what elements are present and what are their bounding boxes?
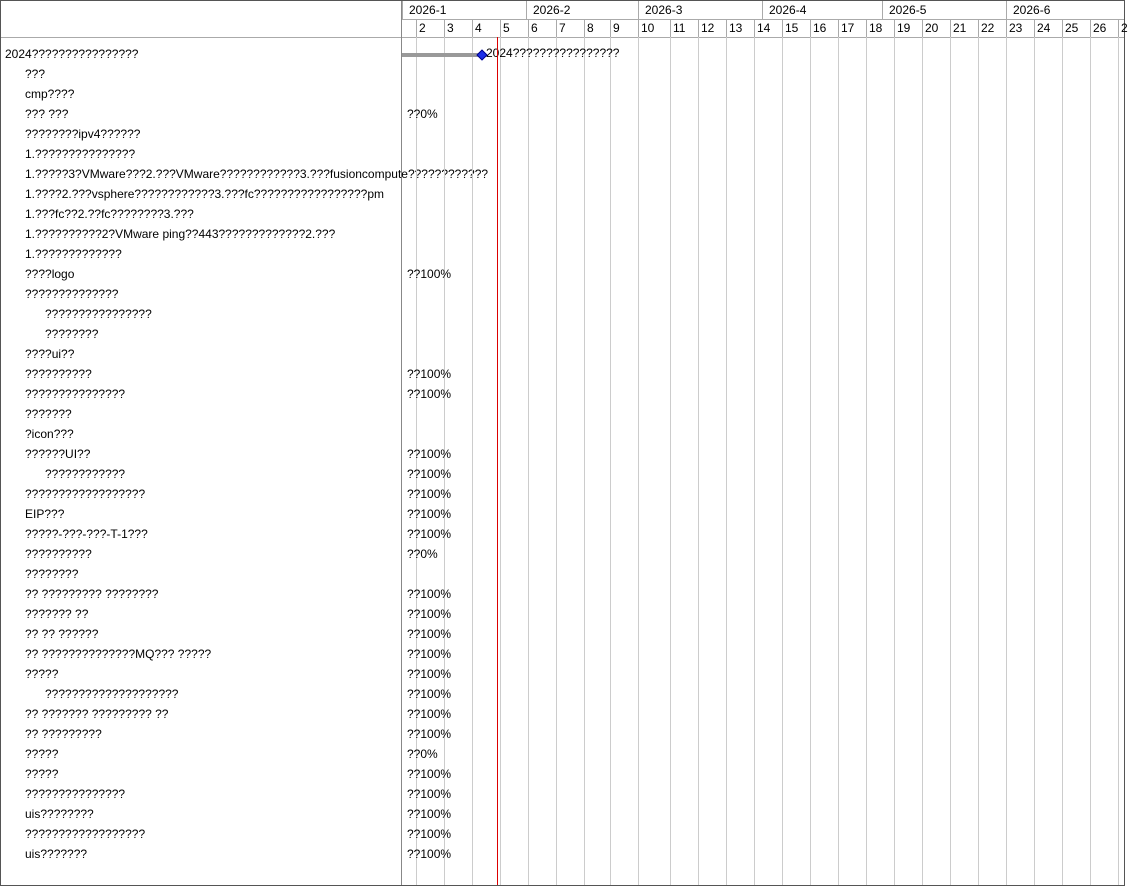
task-name: ?? ????????? ???????? (25, 587, 159, 601)
week-label: 15 (782, 19, 810, 37)
task-name: ??? (25, 67, 46, 81)
task-row[interactable] (1, 404, 401, 424)
task-row[interactable] (1, 244, 401, 264)
task-progress-label: ??100% (407, 727, 452, 741)
task-row[interactable] (1, 744, 401, 764)
week-grid-line (922, 37, 923, 885)
task-progress-label: ??100% (407, 487, 452, 501)
task-progress-label: ??0% (407, 747, 438, 761)
month-label: 2026-5 (882, 1, 1006, 19)
task-row[interactable] (1, 524, 401, 544)
task-row[interactable] (1, 644, 401, 664)
task-progress-label: ??100% (407, 667, 452, 681)
week-label: 11 (670, 19, 698, 37)
task-name: 1.?????3?VMware???2.???VMware????????????3.???fusioncompute???????????? (25, 167, 489, 181)
task-name: ?????????? (25, 367, 92, 381)
task-progress-label: ??100% (407, 267, 452, 281)
task-row[interactable] (1, 844, 401, 864)
task-name: uis???????? (25, 807, 94, 821)
task-row[interactable] (1, 604, 401, 624)
task-name: ???????????? (45, 467, 126, 481)
week-label: 2 (1118, 19, 1142, 37)
week-grid-line (670, 37, 671, 885)
task-name: ?? ??????? ????????? ?? (25, 707, 169, 721)
week-label: 23 (1006, 19, 1034, 37)
task-name: ?????????????????? (25, 827, 146, 841)
task-row[interactable] (1, 164, 489, 184)
task-row[interactable] (1, 104, 401, 124)
week-label: 4 (472, 19, 500, 37)
week-label: 9 (610, 19, 638, 37)
task-row[interactable] (1, 624, 401, 644)
task-name: ?????????????? (25, 287, 119, 301)
task-row[interactable] (1, 124, 401, 144)
task-progress-label: ??100% (407, 787, 452, 801)
task-row[interactable] (1, 824, 401, 844)
week-grid-line (1034, 37, 1035, 885)
task-row[interactable] (1, 484, 401, 504)
task-name: uis??????? (25, 847, 88, 861)
month-label: 2026-4 (762, 1, 882, 19)
week-grid-line (1090, 37, 1091, 885)
task-name: ?? ????????? (25, 727, 102, 741)
task-row[interactable] (1, 184, 401, 204)
task-row[interactable] (1, 84, 401, 104)
task-progress-label: ??100% (407, 527, 452, 541)
today-marker-line (497, 37, 498, 885)
task-row[interactable] (1, 364, 401, 384)
task-row[interactable] (1, 544, 401, 564)
task-row[interactable] (1, 44, 401, 64)
week-label: 10 (638, 19, 670, 37)
task-progress-label: ??100% (407, 447, 452, 461)
task-row[interactable] (1, 564, 401, 584)
task-row[interactable] (1, 724, 401, 744)
task-progress-label: ??100% (407, 707, 452, 721)
month-label: 2026-1 (402, 1, 526, 19)
week-label: 12 (698, 19, 726, 37)
week-grid-line (610, 37, 611, 885)
week-label: 24 (1034, 19, 1062, 37)
task-row[interactable] (1, 504, 401, 524)
task-row[interactable] (1, 684, 401, 704)
task-row[interactable] (1, 264, 401, 284)
week-label: 16 (810, 19, 838, 37)
week-label: 21 (950, 19, 978, 37)
task-name: ????? (25, 667, 59, 681)
week-grid-line (726, 37, 727, 885)
task-progress-label: ??100% (407, 627, 452, 641)
task-name: ?? ??????????????MQ??? ????? (25, 647, 212, 661)
task-name: ????? (25, 767, 59, 781)
task-name: ??????? (25, 407, 72, 421)
task-name: ????? (25, 747, 59, 761)
week-grid-line (1006, 37, 1007, 885)
task-name: ?????????? (25, 547, 92, 561)
task-row[interactable] (1, 764, 401, 784)
week-grid-line (638, 37, 639, 885)
task-list-header (1, 1, 401, 38)
task-progress-label: ??0% (407, 107, 438, 121)
week-grid-line (838, 37, 839, 885)
task-row[interactable] (1, 424, 401, 444)
week-label: 18 (866, 19, 894, 37)
task-row[interactable] (1, 344, 401, 364)
week-label: 2 (416, 19, 444, 37)
task-row[interactable] (1, 444, 401, 464)
task-row[interactable] (1, 64, 401, 84)
week-grid-line (754, 37, 755, 885)
task-name: 1.????2.???vsphere????????????3.???fc?????????????????pm (25, 187, 384, 201)
task-row[interactable] (1, 204, 401, 224)
task-name: ????????ipv4?????? (25, 127, 141, 141)
task-name: 1.???fc??2.??fc????????3.??? (25, 207, 194, 221)
week-grid-line (978, 37, 979, 885)
task-row[interactable] (1, 224, 401, 244)
task-row[interactable] (1, 664, 401, 684)
task-progress-label: ??100% (407, 507, 452, 521)
week-grid-line (472, 37, 473, 885)
task-name: ?????????????????? (25, 487, 146, 501)
week-label: 14 (754, 19, 782, 37)
task-progress-label: ??100% (407, 607, 452, 621)
task-name: 2024???????????????? (5, 47, 139, 61)
task-progress-label: ??100% (407, 587, 452, 601)
task-progress-label: ??100% (407, 767, 452, 781)
task-row[interactable] (1, 784, 401, 804)
week-grid-line (810, 37, 811, 885)
task-progress-label: ??100% (407, 847, 452, 861)
task-name: ??????UI?? (25, 447, 91, 461)
week-grid-line (782, 37, 783, 885)
week-grid-line (584, 37, 585, 885)
week-label: 22 (978, 19, 1006, 37)
task-progress-label: ??100% (407, 687, 452, 701)
week-label: 13 (726, 19, 754, 37)
task-name: ?????-???-???-T-1??? (25, 527, 148, 541)
task-name: ????logo (25, 267, 75, 281)
task-name: ??? ??? (25, 107, 69, 121)
month-label: 2026-2 (526, 1, 638, 19)
week-label: 8 (584, 19, 610, 37)
month-label: 2026-3 (638, 1, 762, 19)
week-grid-line (698, 37, 699, 885)
task-row[interactable] (1, 804, 401, 824)
week-grid-line (950, 37, 951, 885)
task-row[interactable] (1, 464, 401, 484)
week-label: 25 (1062, 19, 1090, 37)
task-progress-label: ??100% (407, 387, 452, 401)
timeline-area (402, 1, 1128, 885)
task-name: 1.??????????2?VMware ping??443?????????????2.??? (25, 227, 336, 241)
week-grid-line (528, 37, 529, 885)
task-name: ???????? (45, 327, 99, 341)
task-row[interactable] (1, 704, 401, 724)
task-name: 1.??????????????? (25, 147, 136, 161)
task-row[interactable] (1, 284, 401, 304)
task-name: ?icon??? (25, 427, 74, 441)
task-name: ??????? ?? (25, 607, 89, 621)
task-row[interactable] (1, 144, 401, 164)
task-row[interactable] (1, 304, 401, 324)
week-grid-line (866, 37, 867, 885)
task-progress-label: ??100% (407, 827, 452, 841)
week-label: 5 (500, 19, 528, 37)
week-grid-line (556, 37, 557, 885)
week-header-row (402, 19, 1128, 38)
week-label: 7 (556, 19, 584, 37)
week-label: 3 (444, 19, 472, 37)
task-name: cmp???? (25, 87, 75, 101)
week-label: 26 (1090, 19, 1118, 37)
task-progress-label: ??100% (407, 467, 452, 481)
task-name: ???????????????????? (45, 687, 179, 701)
task-name: ???????? (25, 567, 79, 581)
task-row[interactable] (1, 384, 401, 404)
week-label: 17 (838, 19, 866, 37)
task-name: ????ui?? (25, 347, 75, 361)
milestone-label: 2024???????????????? (486, 46, 620, 60)
week-label: 20 (922, 19, 950, 37)
month-header-row (402, 1, 1124, 20)
task-name: EIP??? (25, 507, 65, 521)
summary-task-bar[interactable] (402, 53, 480, 57)
month-label: 2026-6 (1006, 1, 1142, 19)
task-progress-label: ??100% (407, 367, 452, 381)
task-row[interactable] (1, 584, 401, 604)
week-grid-line (500, 37, 501, 885)
week-label: 19 (894, 19, 922, 37)
week-grid-line (1062, 37, 1063, 885)
task-progress-label: ??100% (407, 807, 452, 821)
task-progress-label: ??100% (407, 647, 452, 661)
task-row[interactable] (1, 324, 401, 344)
task-name: ???????????????? (45, 307, 152, 321)
task-name: ??????????????? (25, 787, 126, 801)
week-grid-line (1118, 37, 1119, 885)
task-name: 1.????????????? (25, 247, 122, 261)
task-progress-label: ??0% (407, 547, 438, 561)
week-grid-line (894, 37, 895, 885)
week-label: 6 (528, 19, 556, 37)
task-name: ??????????????? (25, 387, 126, 401)
task-name: ?? ?? ?????? (25, 627, 99, 641)
